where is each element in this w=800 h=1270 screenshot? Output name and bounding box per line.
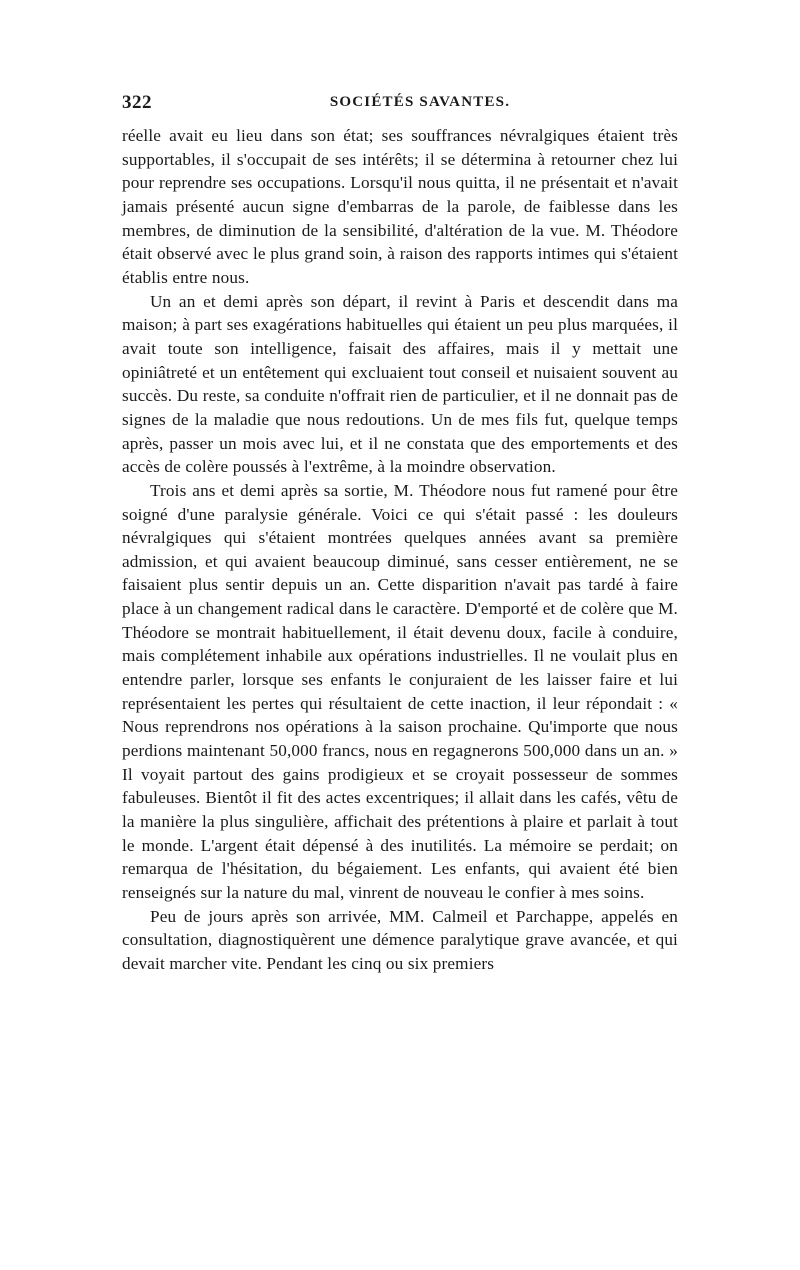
- book-page: [122, 92, 678, 976]
- paragraph: Peu de jours après son arrivée, MM. Calmeil et Parchappe, appelés en consultation, diagnostiquèrent une démence paralytique grave avancée, et qui devait marcher vite. Pendant les cinq ou six premiers: [122, 906, 678, 973]
- body-text: [122, 124, 678, 976]
- page-number: 322: [122, 92, 152, 113]
- running-title: SOCIÉTÉS SAVANTES.: [329, 94, 511, 110]
- paragraph: Un an et demi après son départ, il revint à Paris et descendit dans ma maison; à part ses exagérations habituelles qui étaient un peu plus marquées, il avait toute son intelligence, faisait des affaires, mais il y mettait une opiniâtreté et un entêtement qui excluaient tout conseil et nuisaient souvent au succès. Du reste, sa conduite n'offrait rien de particulier, et il ne donnait pas de signes de la maladie que nous redoutions. Un de mes fils fut, quelque temps après, passer un mois avec lui, et il ne constata que des emportements et des accès de colère poussés à l'extrême, à la moindre observation.: [122, 291, 678, 477]
- paragraph: Trois ans et demi après sa sortie, M. Théodore nous fut ramené pour être soigné d'une paralysie générale. Voici ce qui s'était passé : les douleurs névralgiques qui s'étaient montrées quelques années avant sa première admission, et qui avaient beaucoup diminué, sans cesser entièrement, ne se faisaient plus sentir depuis un an. Cette disparition n'avait pas tardé à faire place à un changement radical dans le caractère. D'emporté et de colère que M. Théodore se montrait habituellement, il était devenu doux, facile à conduire, mais complétement inhabile aux opérations industrielles. Il ne voulait plus en entendre parler, lorsque ses enfants le conjuraient de les laisser faire et lui représentaient les pertes qui résultaient de cette inaction, il leur répondait : « Nous reprendrons nos opérations à la saison prochaine. Qu'importe que nous perdions maintenant 50,000 francs, nous en regagnerons 500,000 dans un an. » Il voyait partout des gains prodigieux et se croyait possesseur de sommes fabuleuses. Bientôt il fit des actes excentriques; il allait dans les cafés, vêtu de la manière la plus singulière, affichait des prétentions à plaire et parlait à tout le monde. L'argent était dépensé à des inutilités. La mémoire se perdait; on remarqua de l'hésitation, du bégaiement. Les enfants, qui avaient été bien renseignés sur la nature du mal, vinrent de nouveau le confier à mes soins.: [122, 480, 678, 902]
- running-header: [122, 92, 678, 116]
- paragraph-continuation: réelle avait eu lieu dans son état; ses souffrances névralgiques étaient très supportables, il s'occupait de ses intérêts; il se détermina à retourner chez lui pour reprendre ses occupations. Lorsqu'il nous quitta, il ne présentait et n'avait jamais présenté aucun signe d'embarras de la parole, de faiblesse dans les membres, de diminution de la sensibilité, d'altération de la vue. M. Théodore était observé avec le plus grand soin, à raison des rapports intimes qui s'étaient établis entre nous.: [122, 126, 678, 287]
